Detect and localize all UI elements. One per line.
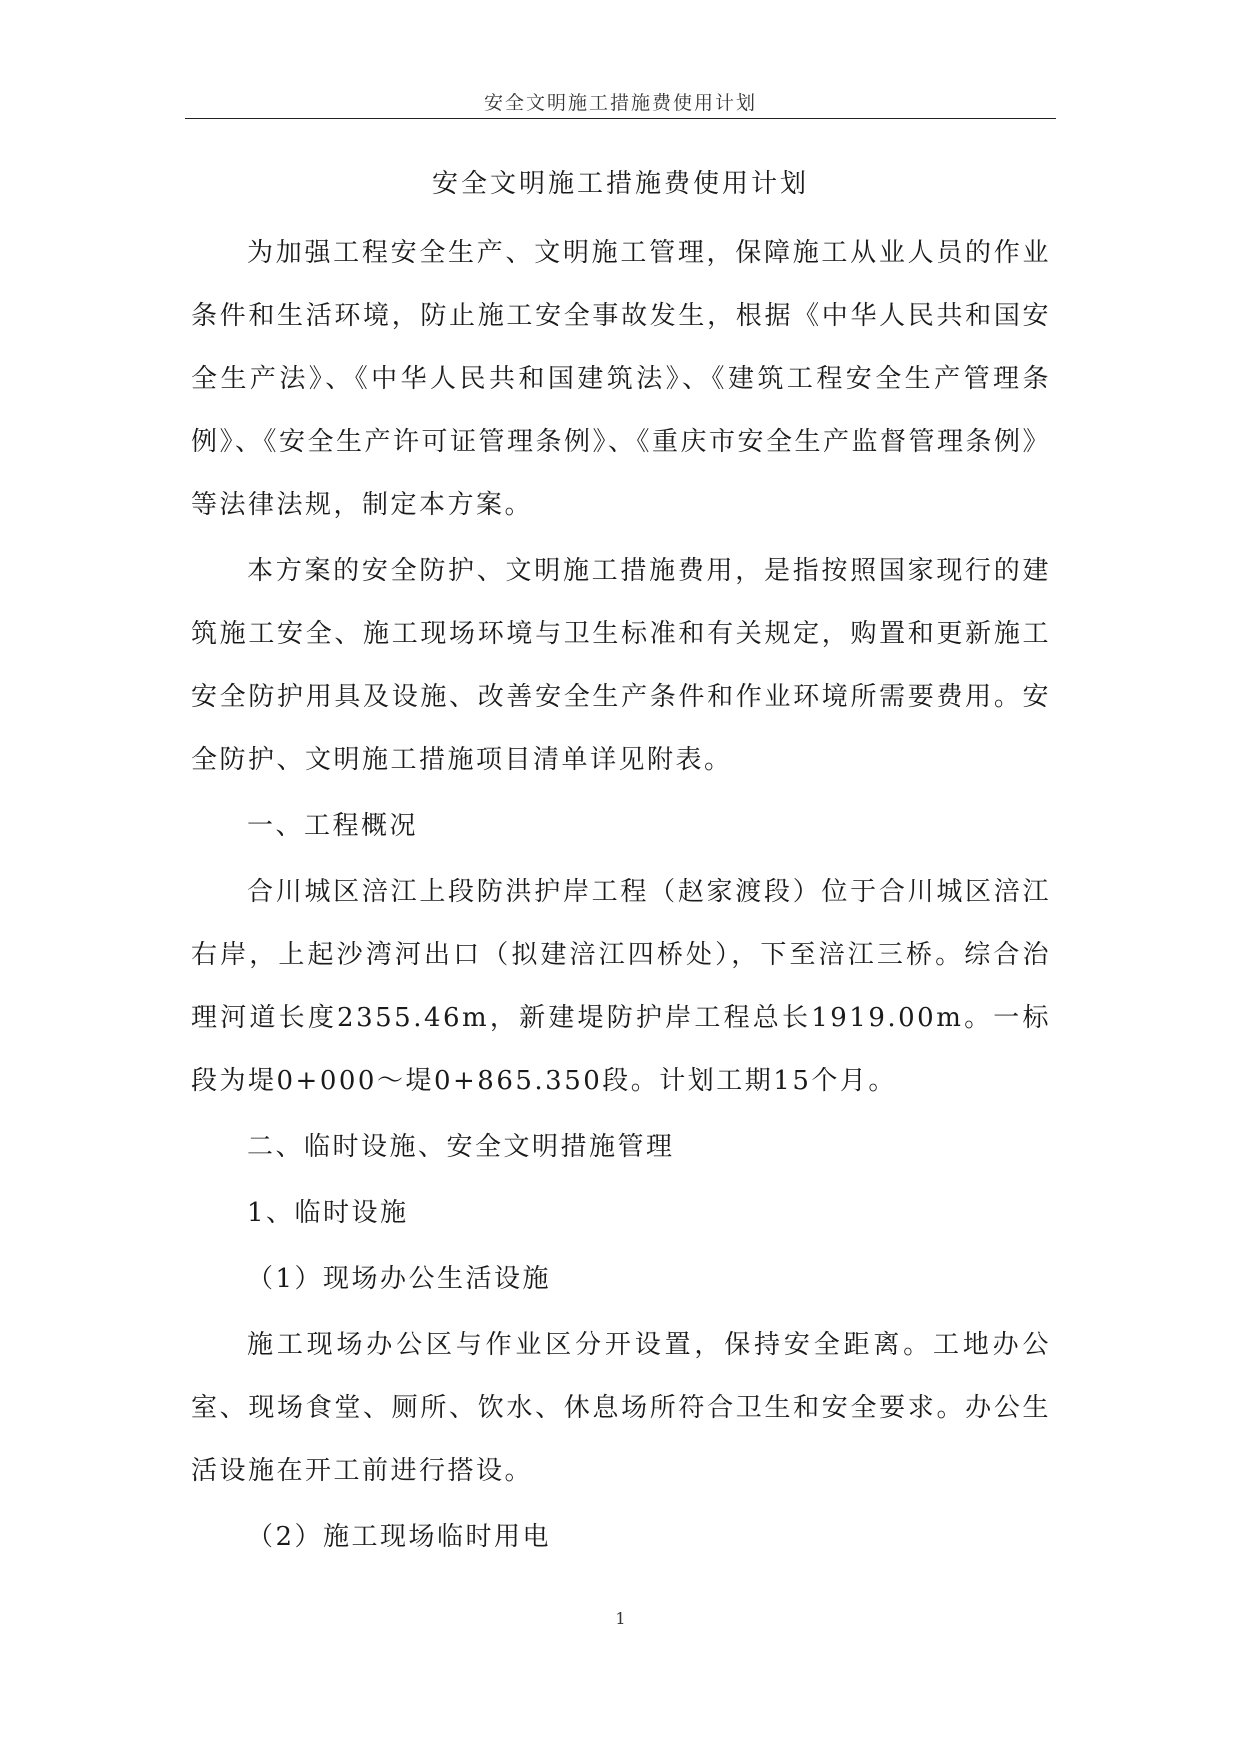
item-heading-office-living: （1）现场办公生活设施 — [247, 1264, 552, 1294]
item-heading-temporary-power: （2）施工现场临时用电 — [247, 1522, 552, 1552]
paragraph-project-overview: 合川城区涪江上段防洪护岸工程（赵家渡段）位于合川城区涪江右岸，上起沙湾河出口（拟建涪江四桥处），下至涪江三桥。综合治理河道长度2355.46m，新建堤防护岸工程总长1919.00m。一标段为堤0+000～堤0+865.350段。计划工期15个月。 — [191, 877, 1051, 1096]
header-divider — [185, 118, 1056, 119]
page-number: 1 — [615, 1609, 626, 1628]
document-body — [191, 222, 1051, 1572]
section-heading-temporary-facilities: 二、临时设施、安全文明措施管理 — [247, 1132, 675, 1162]
paragraph-scope: 本方案的安全防护、文明施工措施费用，是指按照国家现行的建筑施工安全、施工现场环境与卫生标准和有关规定，购置和更新施工安全防护用具及设施、改善安全生产条件和作业环境所需要费用。安全防护、文明施工措施项目清单详见附表。 — [191, 556, 1051, 775]
paragraph-office-living: 施工现场办公区与作业区分开设置，保持安全距离。工地办公室、现场食堂、厕所、饮水、休息场所符合卫生和安全要求。办公生活设施在开工前进行搭设。 — [191, 1330, 1051, 1486]
subsection-heading-temporary-facilities: 1、临时设施 — [247, 1198, 409, 1228]
document-title: 安全文明施工措施费使用计划 — [431, 169, 809, 199]
running-header: 安全文明施工措施费使用计划 — [483, 92, 757, 114]
paragraph-intro: 为加强工程安全生产、文明施工管理，保障施工从业人员的作业条件和生活环境，防止施工安全事故发生，根据《中华人民共和国安全生产法》、《中华人民共和国建筑法》、《建筑工程安全生产管理条例》、《安全生产许可证管理条例》、《重庆市安全生产监督管理条例》等法律法规，制定本方案。 — [191, 238, 1052, 520]
section-heading-project-overview: 一、工程概况 — [247, 811, 419, 841]
